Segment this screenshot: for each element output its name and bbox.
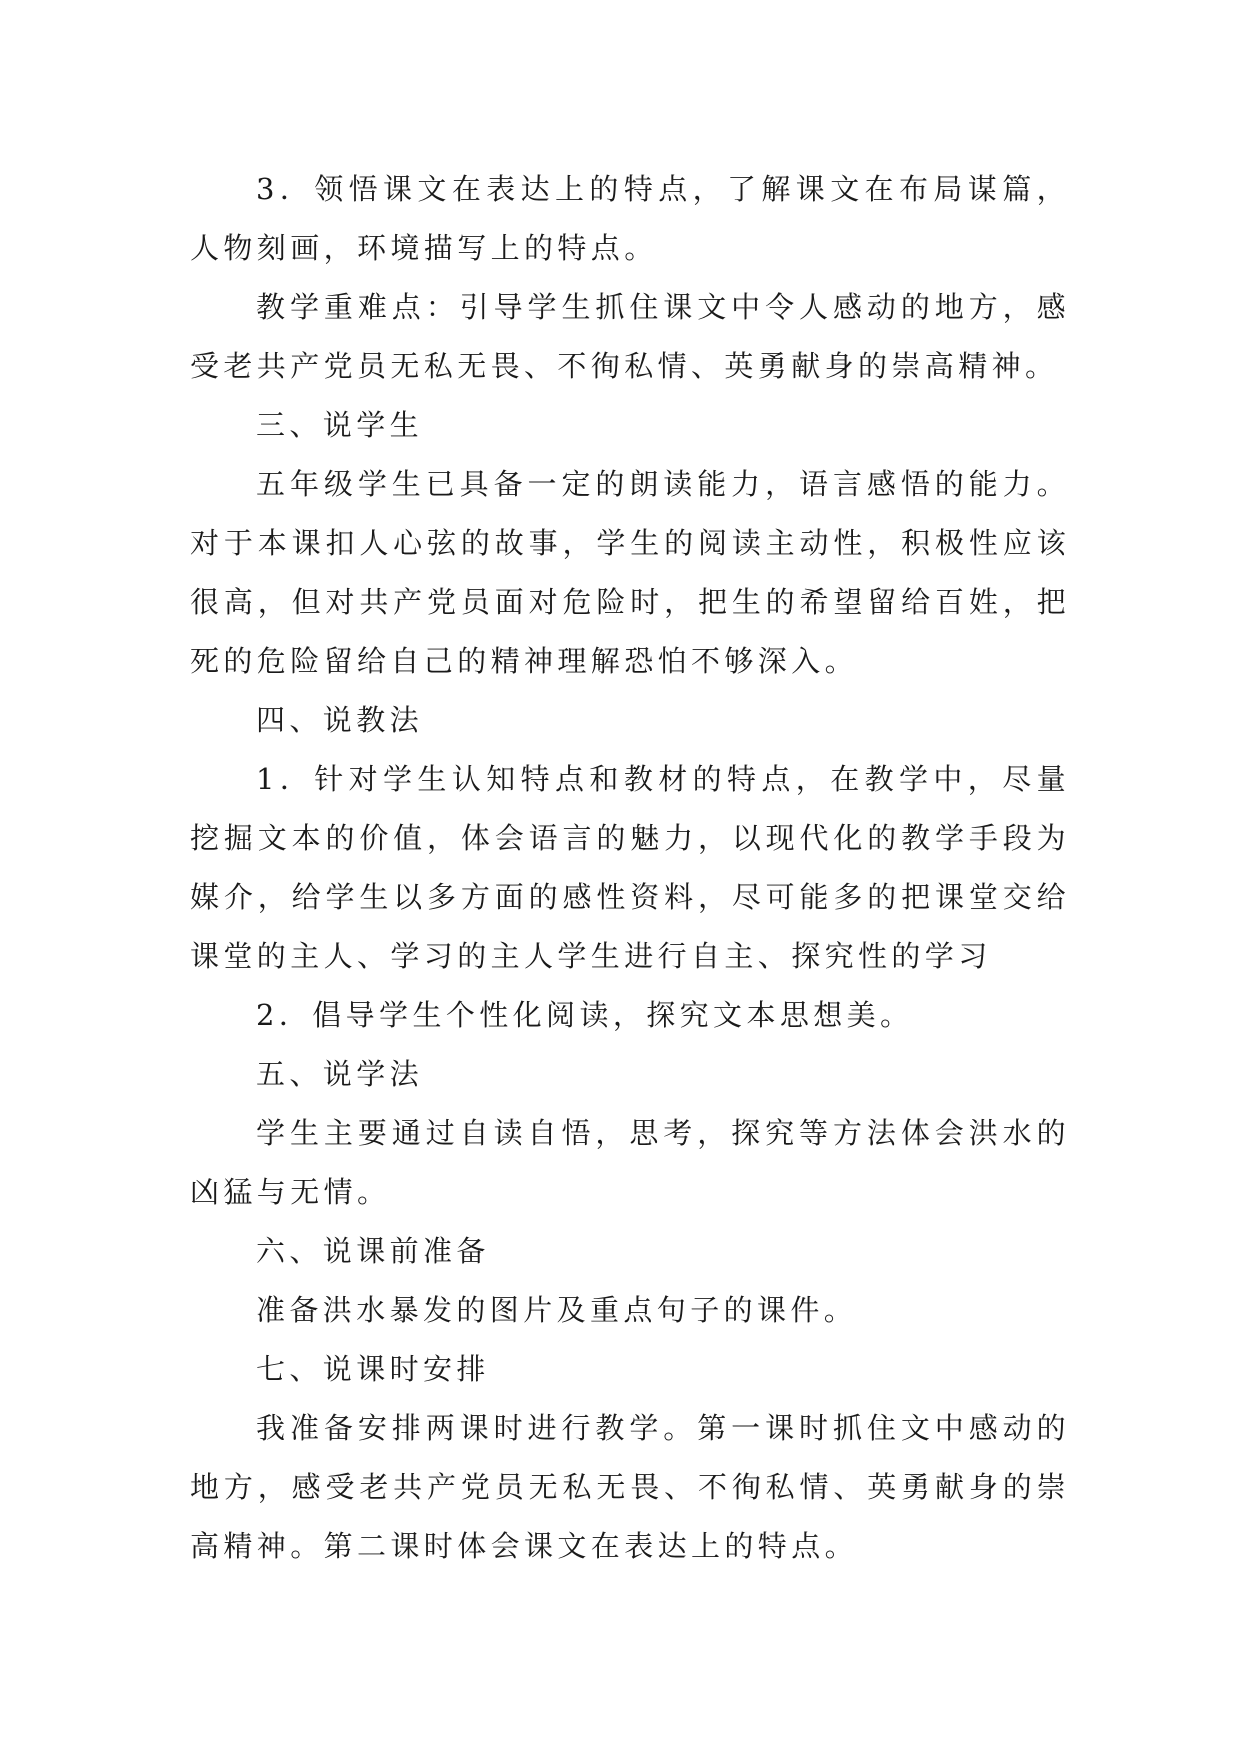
heading-learning-method: 五、说学法 (256, 1057, 424, 1091)
paragraph-students: 五年级学生已具备一定的朗读能力，语言感悟的能力。对于本课扣人心弦的故事，学生的阅读主动性，积极性应该很高，但对共产党员面对危险时，把生的希望留给百姓，把死的危险留给自己的精神理解恐怕不够深入。 (190, 467, 1070, 678)
heading-preparation: 六、说课前准备 (256, 1234, 490, 1268)
paragraph-teaching-focus: 教学重难点：引导学生抓住课文中令人感动的地方，感受老共产党员无私无畏、不徇私情、英勇献身的崇高精神。 (190, 290, 1070, 383)
paragraph-teaching-method-1: 1．针对学生认知特点和教材的特点，在教学中，尽量挖掘文本的价值，体会语言的魅力，以现代化的教学手段为媒介，给学生以多方面的感性资料，尽可能多的把课堂交给课堂的主人、学习的主人学生进行自主、探究性的学习 (190, 762, 1070, 973)
heading-students: 三、说学生 (256, 408, 424, 442)
document-body (190, 160, 1070, 1576)
paragraph-schedule: 我准备安排两课时进行教学。第一课时抓住文中感动的地方，感受老共产党员无私无畏、不徇私情、英勇献身的崇高精神。第二课时体会课文在表达上的特点。 (190, 1411, 1070, 1563)
paragraph-learning-method: 学生主要通过自读自悟，思考，探究等方法体会洪水的凶猛与无情。 (190, 1116, 1070, 1209)
heading-teaching-method: 四、说教法 (256, 703, 424, 737)
paragraph-teaching-method-2: 2．倡导学生个性化阅读，探究文本思想美。 (256, 998, 914, 1032)
paragraph-preparation: 准备洪水暴发的图片及重点句子的课件。 (256, 1293, 858, 1327)
heading-schedule: 七、说课时安排 (256, 1352, 490, 1386)
paragraph-objective-3: 3．领悟课文在表达上的特点，了解课文在布局谋篇，人物刻画，环境描写上的特点。 (190, 172, 1070, 265)
